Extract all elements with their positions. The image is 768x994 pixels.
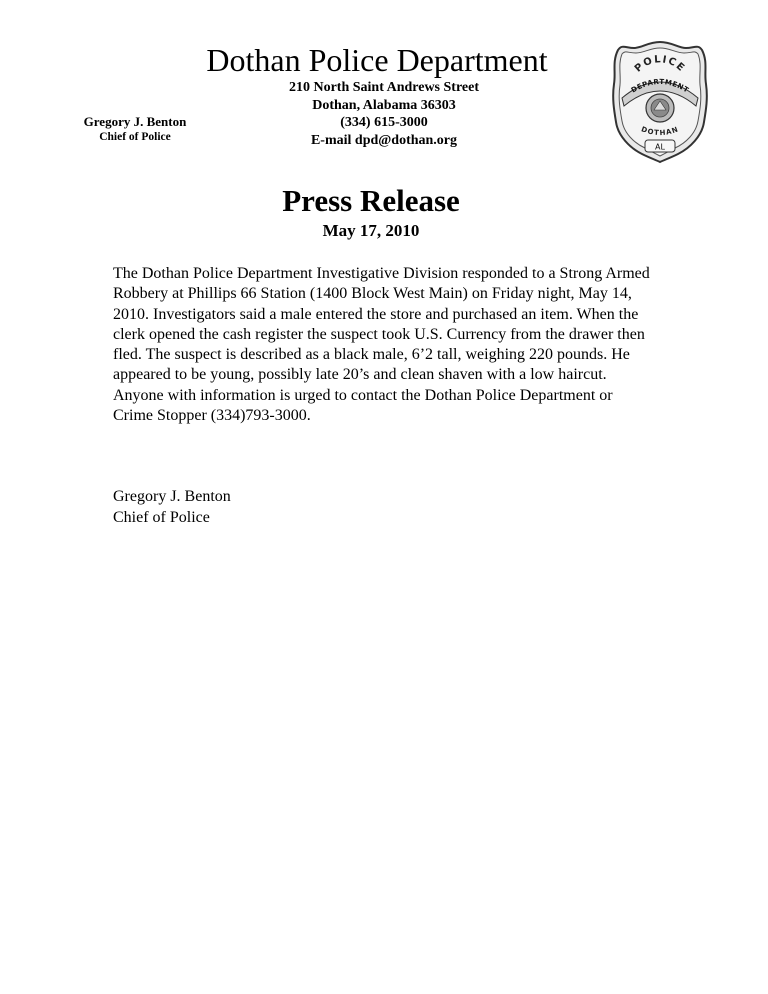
department-title: Dothan Police Department — [206, 42, 548, 78]
release-body: The Dothan Police Department Investigative Division responded to a Strong Armed Robbery at Phillips 66 Station (1400 Block West Main) on Friday night, May 14, 2010. Investigators said a male entered the store and purchased an item. When the clerk opened the cash register the suspect took U.S. Currency from the drawer then fled. The suspect is described as a black male, 6’2 tall, weighing 220 pounds. He appeared to be young, possibly late 20’s and clean shaven with a low haircut. Anyone with information is urged to contact the Dothan Police Department or Crime Stopper (334)793-3000. — [113, 265, 650, 425]
signature-name: Gregory J. Benton — [113, 488, 231, 505]
signature-title: Chief of Police — [113, 508, 210, 526]
signature-block — [113, 487, 231, 528]
chief-title: Chief of Police — [99, 131, 171, 143]
badge-state-text: AL — [655, 142, 665, 152]
address-street: 210 North Saint Andrews Street — [288, 80, 480, 95]
badge-city-text: DOTHAN — [640, 125, 680, 138]
badge-banner-text: DEPARTMENT — [629, 77, 691, 95]
email-address: E-mail dpd@dothan.org — [310, 132, 458, 148]
address-city: Dothan, Alabama 36303 — [312, 97, 456, 113]
badge-top-text: POLICE — [632, 54, 688, 75]
press-release-title: Press Release — [282, 183, 460, 218]
phone-number: (334) 615-3000 — [340, 115, 428, 130]
release-date: May 17, 2010 — [322, 221, 420, 240]
police-badge-icon — [612, 40, 708, 164]
chief-name: Gregory J. Benton — [83, 114, 187, 129]
chief-block — [70, 114, 200, 145]
